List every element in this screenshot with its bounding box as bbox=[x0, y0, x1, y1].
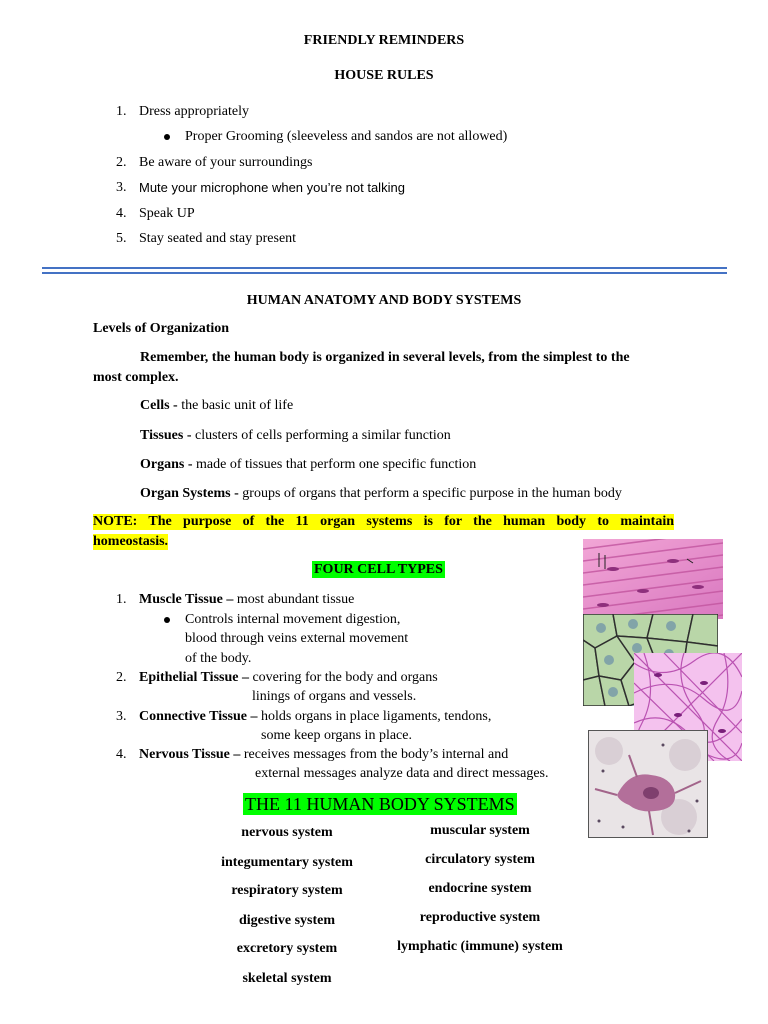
system-left: digestive system bbox=[238, 913, 336, 928]
note-line: NOTE: The purpose of the 11 organ systems is for the human body to maintain bbox=[93, 514, 674, 529]
systems-heading-text: THE 11 HUMAN BODY SYSTEMS bbox=[245, 794, 515, 814]
connective-cont: some keep organs in place. bbox=[261, 728, 412, 743]
rule-text: Mute your microphone when you’re not talking bbox=[139, 180, 405, 195]
system-right: endocrine system bbox=[428, 881, 532, 896]
system-left: integumentary system bbox=[221, 855, 353, 870]
rule-number: 4. bbox=[116, 206, 127, 221]
rule-text: Be aware of your surroundings bbox=[139, 155, 313, 170]
cell-type-term: Connective Tissue – bbox=[139, 709, 258, 724]
cell-type-connective bbox=[139, 709, 491, 725]
nervous-tissue-image bbox=[588, 730, 708, 838]
level-tissues bbox=[140, 428, 451, 444]
muscle-bullet-cont: blood through veins external movement bbox=[185, 631, 409, 646]
section-divider bbox=[42, 272, 727, 274]
cell-type-term: Epithelial Tissue – bbox=[139, 670, 249, 685]
system-right: reproductive system bbox=[419, 910, 541, 925]
rule-number: 2. bbox=[116, 155, 127, 170]
rule-text: Dress appropriately bbox=[139, 104, 250, 119]
level-desc: the basic unit of life bbox=[177, 398, 294, 413]
level-organs bbox=[140, 457, 476, 473]
cell-type-desc: covering for the body and organs bbox=[248, 670, 438, 685]
muscle-tissue-image bbox=[583, 539, 723, 619]
level-desc: made of tissues that perform one specific function bbox=[192, 457, 477, 472]
system-right: lymphatic (immune) system bbox=[397, 939, 563, 954]
cell-type-term: Muscle Tissue – bbox=[139, 592, 234, 607]
level-cells bbox=[140, 398, 293, 414]
rule-number: 3. bbox=[116, 180, 127, 195]
cell-type-muscle bbox=[139, 592, 354, 608]
cell-types-heading-text: FOUR CELL TYPES bbox=[314, 562, 443, 577]
rule-number: 1. bbox=[116, 104, 127, 119]
bullet-icon bbox=[164, 134, 170, 140]
cell-type-epithelial bbox=[139, 670, 438, 686]
cell-type-desc: most abundant tissue bbox=[233, 592, 355, 607]
level-term: Tissues - bbox=[140, 428, 192, 443]
level-term: Organ Systems - bbox=[140, 486, 239, 501]
rule-number: 5. bbox=[116, 231, 127, 246]
epithelial-cont: linings of organs and vessels. bbox=[252, 689, 417, 704]
cell-type-number: 3. bbox=[116, 709, 127, 724]
cell-type-number: 1. bbox=[116, 592, 127, 607]
systems-heading bbox=[243, 794, 517, 815]
cell-type-number: 4. bbox=[116, 747, 127, 762]
level-desc: clusters of cells performing a similar function bbox=[191, 428, 451, 443]
rule-text: Stay seated and stay present bbox=[139, 231, 297, 246]
house-rules-heading: HOUSE RULES bbox=[334, 68, 434, 83]
page-title: FRIENDLY REMINDERS bbox=[303, 33, 465, 48]
rule-text: Speak UP bbox=[139, 206, 195, 221]
muscle-bullet: Controls internal movement digestion, bbox=[185, 612, 401, 627]
cell-type-number: 2. bbox=[116, 670, 127, 685]
note-line-cont: homeostasis. bbox=[93, 534, 169, 549]
level-desc: groups of organs that perform a specific purpose in the human body bbox=[238, 486, 622, 501]
section-divider bbox=[42, 267, 727, 269]
cell-types-heading bbox=[312, 562, 445, 578]
system-left: respiratory system bbox=[231, 883, 343, 898]
levels-intro-cont: most complex. bbox=[93, 370, 179, 385]
cell-type-nervous bbox=[139, 747, 508, 763]
level-term: Organs - bbox=[140, 457, 193, 472]
level-organ-systems bbox=[140, 486, 622, 502]
cell-type-desc: receives messages from the body’s internal and bbox=[240, 747, 509, 762]
system-right: muscular system bbox=[430, 823, 530, 838]
bullet-icon bbox=[164, 617, 170, 623]
level-term: Cells - bbox=[140, 398, 178, 413]
muscle-bullet-cont: of the body. bbox=[185, 651, 252, 666]
system-left: skeletal system bbox=[242, 971, 332, 986]
levels-heading: Levels of Organization bbox=[93, 321, 230, 336]
cell-type-term: Nervous Tissue – bbox=[139, 747, 241, 762]
nervous-cont: external messages analyze data and direct messages. bbox=[255, 766, 549, 781]
anatomy-heading: HUMAN ANATOMY AND BODY SYSTEMS bbox=[246, 293, 522, 308]
cell-type-desc: holds organs in place ligaments, tendons, bbox=[257, 709, 492, 724]
system-left: excretory system bbox=[236, 941, 338, 956]
levels-intro: Remember, the human body is organized in several levels, from the simplest to the bbox=[140, 350, 630, 365]
system-right: circulatory system bbox=[425, 852, 535, 867]
system-left: nervous system bbox=[241, 825, 333, 840]
rule-sub-bullet: Proper Grooming (sleeveless and sandos are not allowed) bbox=[185, 129, 508, 144]
